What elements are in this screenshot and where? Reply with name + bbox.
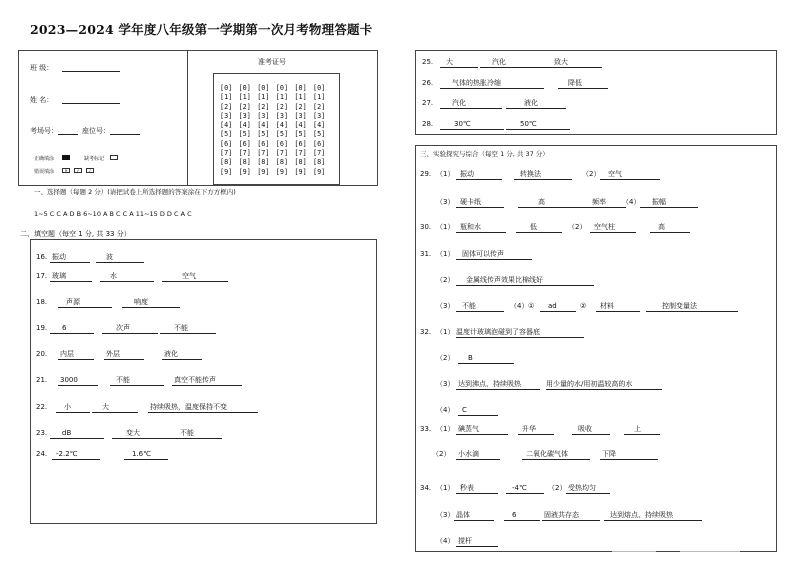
q32-part3: （3） [436, 380, 455, 388]
q29-answer-4: 硬卡纸 [456, 198, 504, 208]
q32-answer-2: B [458, 354, 514, 364]
q33-part2: （2） [432, 450, 451, 458]
q19-answer-2: 次声 [102, 324, 158, 334]
section1-heading: 一、选择题（每题 2 分）(请把试卷上所选择题的答案涂在下方方框内) [34, 188, 236, 196]
q34-answer-3: 受热均匀 [566, 484, 610, 494]
q22-answer-2: 大 [92, 403, 138, 413]
q33-answer-7: 下降 [600, 450, 658, 460]
exam-id-digit[interactable]: [1] [313, 93, 326, 102]
exam-id-digit[interactable]: [5] [294, 130, 307, 139]
q31-sub2: ② [580, 302, 587, 310]
q25-answer-1: 大 [440, 58, 478, 68]
q31-answer-3: 不能 [456, 302, 504, 312]
exam-room-label: 考场号： [30, 127, 58, 135]
q16-num: 16. [36, 253, 48, 261]
q32-part4: （4） [436, 406, 455, 414]
q32-part2: （2） [436, 354, 455, 362]
exam-id-digit[interactable]: [3] [275, 111, 289, 120]
exam-id-digit[interactable]: [4] [294, 121, 307, 130]
class-label: 班 级： [30, 64, 54, 72]
q34-part4: （4） [436, 537, 455, 545]
exam-id-column[interactable] [294, 84, 306, 177]
q32-part1: （1） [436, 328, 455, 336]
exam-id-digit[interactable]: [6] [238, 139, 251, 148]
name-label: 姓 名： [30, 96, 54, 104]
exam-id-digit[interactable]: [0] [294, 84, 307, 92]
q34-answer-6: 固液共存态 [542, 511, 600, 521]
q21-answer-2: 不能 [110, 376, 164, 386]
q18-num: 18. [36, 298, 48, 306]
exam-id-digit[interactable]: [1] [220, 93, 233, 102]
q31-part4: （4） [510, 302, 529, 310]
q34-part1: （1） [436, 484, 455, 492]
exam-id-digit[interactable]: [8] [238, 158, 251, 167]
exam-id-digit[interactable]: [3] [294, 111, 307, 120]
exam-id-digit[interactable]: [6] [275, 139, 289, 148]
q25-num: 25. [422, 58, 434, 66]
q31-num: 31. [420, 250, 432, 258]
q21-num: 21. [36, 376, 48, 384]
q23-answer-1: dB [50, 429, 104, 439]
exam-id-column[interactable] [239, 84, 251, 177]
exam-id-digit[interactable]: [9] [275, 167, 289, 176]
exam-id-digit[interactable]: [7] [313, 149, 326, 158]
exam-id-digit[interactable]: [2] [257, 102, 270, 111]
exam-id-columns[interactable] [220, 84, 340, 180]
q34-answer-4: 晶体 [454, 511, 494, 521]
q30-answer-2: 低 [516, 223, 562, 233]
class-field[interactable] [62, 71, 120, 72]
q30-num: 30. [420, 223, 432, 231]
q24-num: 24. [36, 450, 48, 458]
exam-id-digit[interactable]: [1] [294, 93, 307, 102]
exam-id-column[interactable] [276, 84, 288, 177]
exam-id-digit[interactable]: [1] [257, 93, 270, 102]
q30-answer-4: 高 [650, 223, 690, 233]
exam-id-digit[interactable]: [0] [275, 84, 289, 92]
q18-answer-2: 响度 [122, 298, 180, 308]
wrong-mark-sample-1: ✕ [62, 168, 70, 173]
exam-id-digit[interactable]: [2] [275, 102, 289, 111]
exam-id-column[interactable] [313, 84, 325, 177]
exam-id-column[interactable] [257, 84, 269, 177]
exam-id-digit[interactable]: [0] [257, 84, 270, 92]
q27-answer-2: 液化 [506, 99, 566, 109]
q32-answer-4: 用少量的水/用初温较高的水 [546, 380, 662, 390]
q30-part2: （2） [568, 223, 587, 231]
exam-id-digit[interactable]: [8] [257, 158, 270, 167]
wrong-mark-sample-3: / [86, 168, 94, 173]
exam-id-digit[interactable]: [9] [220, 167, 233, 176]
q24-answer-1: -2.2℃ [52, 450, 100, 460]
bottom-rule-2 [680, 551, 740, 552]
q17-num: 17. [36, 272, 48, 280]
q29-answer-5: 高 [518, 198, 580, 208]
exam-id-digit[interactable]: [7] [220, 149, 233, 158]
q34-answer-5: 6 [504, 511, 540, 521]
q32-answer-5: C [458, 406, 498, 416]
q28-num: 28. [422, 120, 434, 128]
exam-id-digit[interactable]: [9] [238, 167, 251, 176]
section1-answers: 1~5 C C A D B 6~10 A B C C A 11~15 D D C A C [34, 210, 192, 218]
q34-part2: （2） [548, 484, 567, 492]
exam-id-digit[interactable]: [7] [238, 149, 251, 158]
exam-id-digit[interactable]: [8] [275, 158, 289, 167]
name-field[interactable] [62, 103, 120, 104]
exam-id-digit[interactable]: [5] [275, 130, 289, 139]
exam-id-digit[interactable]: [8] [313, 158, 326, 167]
q30-answer-1: 瓶和水 [456, 223, 506, 233]
q20-answer-3: 液化 [162, 350, 202, 360]
exam-id-digit[interactable]: [2] [238, 102, 251, 111]
q22-num: 22. [36, 403, 48, 411]
q26-num: 26. [422, 79, 434, 87]
q29-answer-2: 转换法 [514, 170, 572, 180]
exam-id-column[interactable] [220, 84, 232, 177]
q21-answer-3: 真空不能传声 [172, 376, 242, 386]
q18-answer-1: 声源 [58, 298, 112, 308]
q23-answer-2: 变大 [112, 429, 168, 439]
exam-id-digit[interactable]: [4] [257, 121, 270, 130]
q26-answer-2: 降低 [558, 79, 608, 89]
exam-id-digit[interactable]: [4] [275, 121, 289, 130]
exam-id-digit[interactable]: [6] [313, 139, 326, 148]
q33-part1: （1） [436, 425, 455, 433]
correct-mark-sample [62, 155, 70, 160]
q33-answer-2: 升华 [518, 425, 554, 435]
q22-answer-1: 小 [56, 403, 90, 413]
exam-id-digit[interactable]: [2] [294, 102, 307, 111]
q29-part4: （4） [622, 198, 641, 206]
exam-id-digit[interactable]: [1] [275, 93, 289, 102]
section3-heading: 三、实验探究与综合（每空 1 分, 共 37 分） [420, 150, 549, 158]
q34-answer-7: 达到熔点、持续吸热 [604, 511, 702, 521]
q29-answer-3: 空气 [600, 170, 660, 180]
q21-answer-1: 3000 [58, 376, 98, 386]
q27-num: 27. [422, 99, 434, 107]
q31-answer-5: 材料 [596, 302, 640, 312]
q16-answer-1: 振动 [50, 253, 90, 263]
q31-part3: （3） [436, 302, 455, 310]
q27-answer-1: 汽化 [440, 99, 502, 109]
q29-part2: （2） [582, 170, 601, 178]
q17-answer-2: 水 [100, 272, 154, 282]
q24-answer-2: 1.6℃ [124, 450, 168, 460]
q32-answer-1: 温度计玻璃泡碰到了容器底 [456, 328, 584, 338]
q20-answer-1: 内层 [58, 350, 94, 360]
exam-id-digit[interactable]: [9] [313, 167, 326, 176]
q33-answer-4: 上 [624, 425, 660, 435]
exam-id-digit[interactable]: [0] [313, 84, 326, 92]
exam-id-digit[interactable]: [3] [220, 111, 233, 120]
q23-num: 23. [36, 429, 48, 437]
q30-part1: （1） [436, 223, 455, 231]
exam-id-digit[interactable]: [3] [257, 111, 270, 120]
q16-answer-2: 波 [96, 253, 144, 263]
q28-answer-1: 30℃ [440, 120, 504, 130]
exam-id-digit[interactable]: [2] [313, 102, 326, 111]
exam-id-digit[interactable]: [6] [220, 139, 233, 148]
exam-id-title: 准考证号 [258, 58, 286, 66]
exam-id-digit[interactable]: [5] [313, 130, 326, 139]
q32-num: 32. [420, 328, 432, 336]
q31-answer-2: 金属线传声效果比棉线好 [456, 276, 594, 286]
exam-id-digit[interactable]: [7] [275, 149, 289, 158]
exam-room-field[interactable] [58, 134, 78, 135]
q17-answer-3: 空气 [162, 272, 228, 282]
q19-num: 19. [36, 324, 48, 332]
exam-id-digit[interactable]: [5] [257, 130, 270, 139]
q31-sub1: ① [528, 302, 535, 310]
section2-heading: 二、填空题（每空 1 分, 共 33 分） [20, 230, 131, 238]
exam-id-digit[interactable]: [2] [220, 102, 233, 111]
exam-id-digit[interactable]: [3] [313, 111, 326, 120]
q25-answer-3: 致大 [540, 58, 602, 68]
exam-id-digit[interactable]: [4] [238, 121, 251, 130]
q31-answer-6: 控制变量法 [646, 302, 738, 312]
q34-part3: （3） [436, 511, 455, 519]
exam-id-digit[interactable]: [9] [294, 167, 307, 176]
exam-id-digit[interactable]: [6] [257, 139, 270, 148]
q34-answer-2: -4℃ [506, 484, 544, 494]
q17-answer-1: 玻璃 [50, 272, 92, 282]
missing-mark-label: 缺考标记 [84, 156, 105, 162]
page-title: 2023—2024 学年度八年级第一学期第一次月考物理答题卡 [30, 22, 373, 37]
exam-id-digit[interactable]: [3] [238, 111, 251, 120]
seat-field[interactable] [110, 134, 140, 135]
wrong-mark-sample-2: ✓ [74, 168, 82, 173]
q22-answer-3: 持续吸热，温度保持不变 [148, 403, 258, 413]
q19-answer-3: 不能 [160, 324, 216, 334]
exam-id-digit[interactable]: [8] [220, 158, 233, 167]
exam-id-digit[interactable]: [1] [238, 93, 251, 102]
q29-part3: （3） [436, 198, 455, 206]
q34-answer-8: 搅杆 [456, 537, 498, 547]
q29-part1: （1） [436, 170, 455, 178]
q29-answer-7: 振幅 [640, 198, 698, 208]
exam-id-digit[interactable]: [4] [220, 121, 233, 130]
q25-answer-2: 汽化 [480, 58, 540, 68]
missing-mark-box[interactable] [110, 155, 118, 160]
q34-num: 34. [420, 484, 432, 492]
exam-id-digit[interactable]: [8] [294, 158, 307, 167]
wrong-mark-label: 错误填涂 [34, 169, 55, 175]
q30-answer-3: 空气柱 [590, 223, 636, 233]
exam-id-digit[interactable]: [7] [257, 149, 270, 158]
q29-num: 29. [420, 170, 432, 178]
exam-id-digit[interactable]: [5] [238, 130, 251, 139]
bottom-rule-1 [612, 551, 656, 552]
q31-answer-4: ad [540, 302, 576, 312]
q31-answer-1: 固体可以传声 [456, 250, 532, 260]
exam-id-digit[interactable]: [5] [220, 130, 233, 139]
q34-answer-1: 秒表 [456, 484, 498, 494]
q29-answer-1: 振动 [456, 170, 502, 180]
q28-answer-2: 50℃ [506, 120, 570, 130]
q33-answer-1: 碘蒸气 [456, 425, 508, 435]
q23-answer-3: 不能 [168, 429, 222, 439]
q33-num: 33. [420, 425, 432, 433]
q29-answer-6: 频率 [580, 198, 626, 208]
q33-answer-3: 吸收 [572, 425, 610, 435]
exam-id-digit[interactable]: [0] [238, 84, 251, 92]
seat-label: 座位号： [82, 127, 110, 135]
exam-id-digit[interactable]: [0] [220, 84, 233, 92]
exam-id-digit[interactable]: [6] [294, 139, 307, 148]
q20-num: 20. [36, 350, 48, 358]
q26-answer-1: 气体的热胀冷缩 [440, 79, 544, 89]
info-divider [187, 50, 188, 186]
q33-answer-5: 小水滴 [456, 450, 500, 460]
q31-part1: （1） [436, 250, 455, 258]
q20-answer-2: 外层 [104, 350, 144, 360]
exam-id-digit[interactable]: [9] [257, 167, 270, 176]
q32-answer-3: 达到沸点、持续吸热 [456, 380, 540, 390]
exam-id-digit[interactable]: [4] [313, 121, 326, 130]
correct-mark-label: 正确填涂 [34, 156, 55, 162]
q33-answer-6: 二氧化碳气体 [522, 450, 590, 460]
q19-answer-1: 6 [50, 324, 94, 334]
exam-id-digit[interactable]: [7] [294, 149, 307, 158]
q31-part2: （2） [436, 276, 455, 284]
